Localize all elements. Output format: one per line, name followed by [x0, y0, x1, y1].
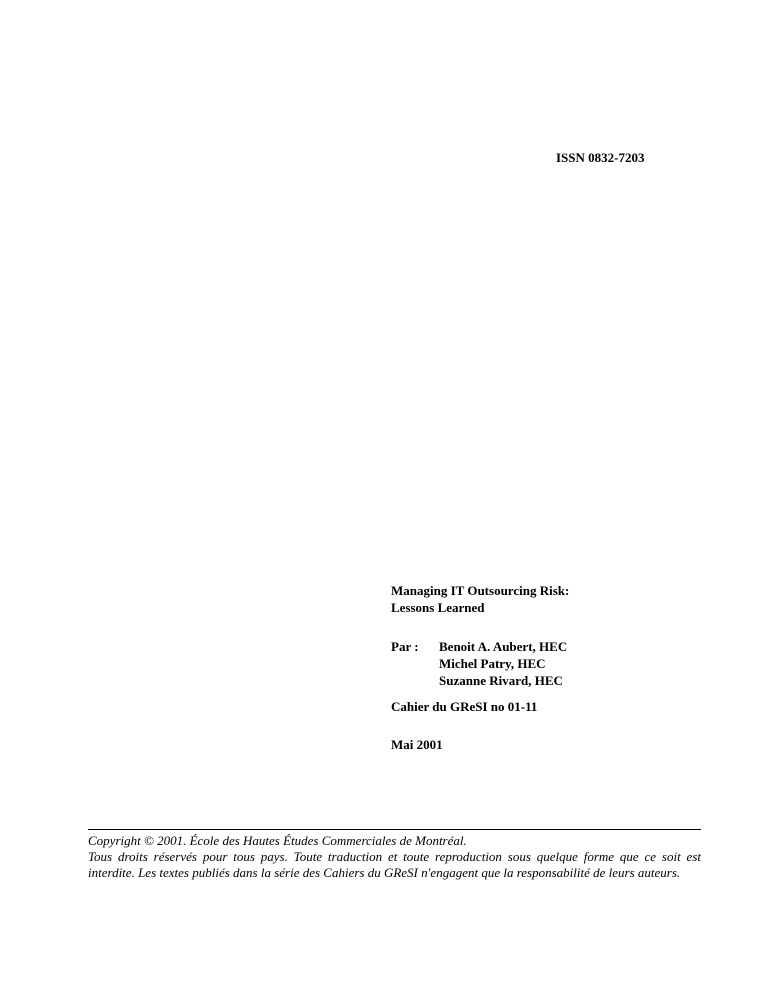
paper-title	[391, 582, 569, 616]
footer-divider	[88, 829, 701, 830]
title-line-1: Managing IT Outsourcing Risk:	[391, 583, 570, 598]
issn-number: ISSN 0832-7203	[556, 150, 645, 165]
author-name: Suzanne Rivard, HEC	[439, 673, 563, 688]
author-name: Michel Patry, HEC	[439, 656, 546, 671]
authors-label: Par :	[391, 639, 419, 654]
author-name: Benoit A. Aubert, HEC	[439, 639, 568, 654]
copyright-line: Copyright © 2001. École des Hautes Études Commerciales de Montréal.	[88, 833, 467, 848]
copyright-footer	[88, 833, 701, 881]
cahier-number: Cahier du GReSI no 01-11	[391, 699, 538, 714]
authors-list	[439, 638, 567, 689]
title-line-2: Lessons Learned	[391, 600, 485, 615]
rights-notice: Tous droits réservés pour tous pays. Toute traduction et toute reproduction sous quelque forme que ce soit est interdite. Les textes publiés dans la série des Cahiers du GReSI n'engagent que la responsabilité de leurs auteurs.	[88, 849, 701, 880]
publication-date: Mai 2001	[391, 737, 443, 752]
